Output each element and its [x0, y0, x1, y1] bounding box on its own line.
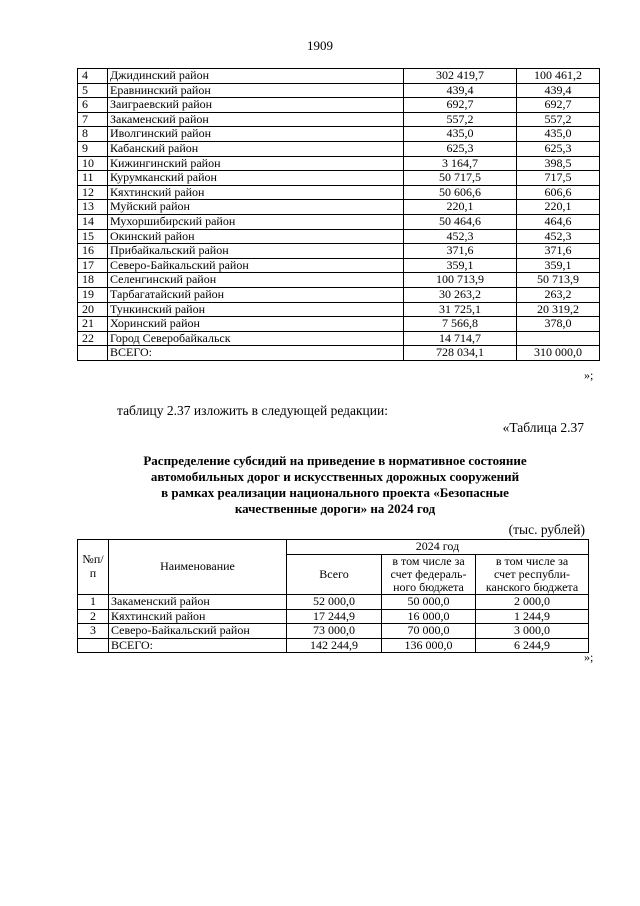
district-name: Закаменский район — [108, 112, 404, 127]
value-total: 435,0 — [404, 127, 517, 142]
value-subsidy: 439,4 — [517, 83, 600, 98]
header-republic-line: канского бюджета — [485, 580, 579, 594]
table-row — [78, 200, 600, 215]
row-number: 20 — [78, 302, 108, 317]
value-total: 73 000,0 — [287, 624, 382, 639]
table-row — [78, 346, 600, 361]
table-row — [78, 595, 589, 610]
value-federal: 70 000,0 — [382, 624, 476, 639]
table-row — [78, 229, 600, 244]
value-subsidy: 378,0 — [517, 317, 600, 332]
subsidy-table — [77, 539, 589, 653]
row-number: 12 — [78, 185, 108, 200]
table-row — [78, 302, 600, 317]
table-row — [78, 127, 600, 142]
table2-closing-quote: »; — [584, 650, 594, 664]
value-subsidy: 464,6 — [517, 214, 600, 229]
table-row — [78, 273, 600, 288]
row-number: 11 — [78, 171, 108, 186]
district-name: Кабанский район — [108, 141, 404, 156]
district-name: Хоринский район — [108, 317, 404, 332]
row-number: 17 — [78, 258, 108, 273]
district-name: Кяхтинский район — [109, 609, 287, 624]
value-subsidy — [517, 331, 600, 346]
value-subsidy: 557,2 — [517, 112, 600, 127]
header-republic-line: счет республи- — [493, 567, 571, 581]
header-federal-line: ного бюджета — [393, 580, 464, 594]
district-table — [77, 68, 600, 361]
table-row — [78, 244, 600, 259]
district-name: Курумканский район — [108, 171, 404, 186]
row-number: 2 — [78, 609, 109, 624]
table-row — [78, 287, 600, 302]
district-name: Окинский район — [108, 229, 404, 244]
table-row — [78, 141, 600, 156]
value-total: 452,3 — [404, 229, 517, 244]
district-name: Иволгинский район — [108, 127, 404, 142]
value-total: 100 713,9 — [404, 273, 517, 288]
value-total: 371,6 — [404, 244, 517, 259]
value-subsidy: 717,5 — [517, 171, 600, 186]
value-total: 50 464,6 — [404, 214, 517, 229]
value-subsidy: 50 713,9 — [517, 273, 600, 288]
value-total: 692,7 — [404, 98, 517, 113]
value-total: 52 000,0 — [287, 595, 382, 610]
district-name: Муйский район — [108, 200, 404, 215]
table-row — [78, 317, 600, 332]
value-republic: 6 244,9 — [476, 638, 589, 653]
row-number: 10 — [78, 156, 108, 171]
value-total: 50 717,5 — [404, 171, 517, 186]
table-label: «Таблица 2.37 — [502, 420, 584, 435]
table-row — [78, 171, 600, 186]
district-name: Джидинский район — [108, 69, 404, 84]
district-name: Закаменский район — [109, 595, 287, 610]
row-number: 13 — [78, 200, 108, 215]
table-row — [78, 185, 600, 200]
row-number: 19 — [78, 287, 108, 302]
table-row — [78, 638, 589, 653]
title-line: Распределение субсидий на приведение в нормативное состояние — [143, 453, 527, 468]
value-total: 728 034,1 — [404, 346, 517, 361]
table-title — [90, 453, 580, 517]
row-number — [78, 346, 108, 361]
row-number: 21 — [78, 317, 108, 332]
value-subsidy: 371,6 — [517, 244, 600, 259]
amendment-paragraph: таблицу 2.37 изложить в следующей редакции: — [117, 403, 388, 418]
value-total: 359,1 — [404, 258, 517, 273]
value-total: 220,1 — [404, 200, 517, 215]
value-total: 7 566,8 — [404, 317, 517, 332]
value-subsidy: 606,6 — [517, 185, 600, 200]
header-federal — [382, 555, 476, 595]
district-name: ВСЕГО: — [109, 638, 287, 653]
value-total: 625,3 — [404, 141, 517, 156]
table-row — [78, 624, 589, 639]
row-number: 22 — [78, 331, 108, 346]
value-federal: 16 000,0 — [382, 609, 476, 624]
table-row — [78, 331, 600, 346]
district-name: ВСЕГО: — [108, 346, 404, 361]
value-subsidy: 452,3 — [517, 229, 600, 244]
value-total: 142 244,9 — [287, 638, 382, 653]
value-subsidy: 692,7 — [517, 98, 600, 113]
row-number: 15 — [78, 229, 108, 244]
row-number: 3 — [78, 624, 109, 639]
row-number: 9 — [78, 141, 108, 156]
value-total: 557,2 — [404, 112, 517, 127]
header-republic — [476, 555, 589, 595]
row-number: 7 — [78, 112, 108, 127]
value-republic: 3 000,0 — [476, 624, 589, 639]
table-row — [78, 69, 600, 84]
district-name: Мухоршибирский район — [108, 214, 404, 229]
district-name: Тункинский район — [108, 302, 404, 317]
district-name: Северо-Байкальский район — [108, 258, 404, 273]
value-subsidy: 359,1 — [517, 258, 600, 273]
value-total: 302 419,7 — [404, 69, 517, 84]
value-total: 31 725,1 — [404, 302, 517, 317]
page-number: 1909 — [307, 38, 333, 53]
district-name: Заиграевский район — [108, 98, 404, 113]
table-row — [78, 214, 600, 229]
value-subsidy: 625,3 — [517, 141, 600, 156]
header-num: №п/п — [78, 540, 109, 595]
value-total: 30 263,2 — [404, 287, 517, 302]
header-year: 2024 год — [287, 540, 589, 555]
district-name: Селенгинский район — [108, 273, 404, 288]
title-line: автомобильных дорог и искусственных дорожных сооружений — [150, 469, 520, 484]
title-line: в рамках реализации национального проекта «Безопасные — [161, 485, 509, 500]
value-subsidy: 263,2 — [517, 287, 600, 302]
district-name: Тарбагатайский район — [108, 287, 404, 302]
value-total: 17 244,9 — [287, 609, 382, 624]
value-total: 14 714,7 — [404, 331, 517, 346]
table-row — [78, 98, 600, 113]
table-row — [78, 609, 589, 624]
value-federal: 136 000,0 — [382, 638, 476, 653]
value-total: 50 606,6 — [404, 185, 517, 200]
table-row — [78, 258, 600, 273]
district-name: Еравнинский район — [108, 83, 404, 98]
value-subsidy: 398,5 — [517, 156, 600, 171]
value-subsidy: 100 461,2 — [517, 69, 600, 84]
row-number: 16 — [78, 244, 108, 259]
table1-closing-quote: »; — [584, 368, 594, 382]
value-subsidy: 20 319,2 — [517, 302, 600, 317]
value-subsidy: 435,0 — [517, 127, 600, 142]
row-number: 14 — [78, 214, 108, 229]
row-number: 8 — [78, 127, 108, 142]
district-name: Кяхтинский район — [108, 185, 404, 200]
row-number — [78, 638, 109, 653]
row-number: 4 — [78, 69, 108, 84]
district-name: Кижингинский район — [108, 156, 404, 171]
table-row — [78, 156, 600, 171]
value-republic: 2 000,0 — [476, 595, 589, 610]
value-federal: 50 000,0 — [382, 595, 476, 610]
header-total: Всего — [287, 555, 382, 595]
header-federal-line: в том числе за — [392, 554, 465, 568]
header-federal-line: счет федераль- — [390, 567, 467, 581]
row-number: 18 — [78, 273, 108, 288]
value-total: 3 164,7 — [404, 156, 517, 171]
header-republic-line: в том числе за — [495, 554, 569, 568]
header-name: Наименование — [109, 540, 287, 595]
district-name: Город Северобайкальск — [108, 331, 404, 346]
row-number: 6 — [78, 98, 108, 113]
title-line: качественные дороги» на 2024 год — [234, 501, 436, 516]
row-number: 1 — [78, 595, 109, 610]
value-subsidy: 310 000,0 — [517, 346, 600, 361]
table-row — [78, 83, 600, 98]
value-total: 439,4 — [404, 83, 517, 98]
value-republic: 1 244,9 — [476, 609, 589, 624]
value-subsidy: 220,1 — [517, 200, 600, 215]
table-row — [78, 112, 600, 127]
row-number: 5 — [78, 83, 108, 98]
district-name: Северо-Байкальский район — [109, 624, 287, 639]
district-name: Прибайкальский район — [108, 244, 404, 259]
units-label: (тыс. рублей) — [508, 522, 585, 537]
